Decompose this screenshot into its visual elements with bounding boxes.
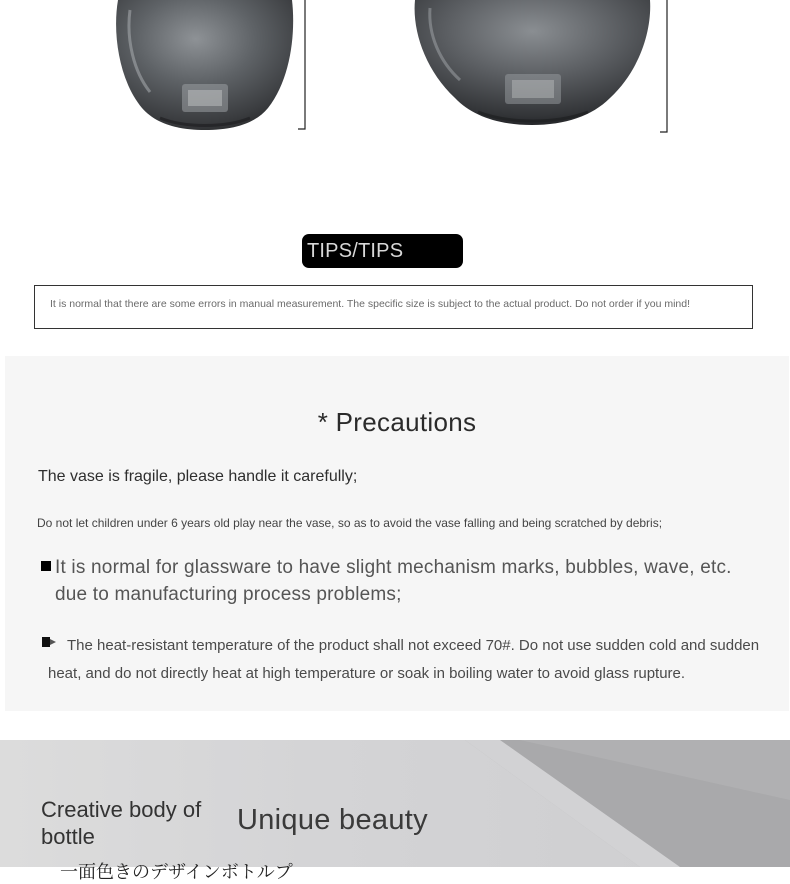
unique-beauty-label: Unique beauty — [237, 804, 428, 836]
precaution-fragile: The vase is fragile, please handle it carefully; — [38, 468, 358, 485]
precaution-glass-marks-text: It is normal for glassware to have slight mechanism marks, bubbles, wave, etc. due to manufacturing process problems; — [55, 557, 732, 605]
right-dimension-bracket — [660, 0, 667, 132]
left-vase-image — [116, 0, 293, 130]
vase-photos-illustration — [0, 0, 790, 200]
precaution-glass-marks — [41, 554, 761, 608]
japanese-caption: 一面色きのデザインボトルプ — [60, 862, 293, 882]
creative-bottle-banner — [0, 740, 790, 882]
tips-note-text: It is normal that there are some errors in manual measurement. The specific size is subject to the actual product. Do not order if you mind! — [50, 298, 691, 310]
precaution-heat — [42, 632, 762, 688]
right-vase-image — [415, 0, 651, 125]
creative-body-label: Creative body of bottle — [41, 797, 202, 849]
tips-badge: TIPS/TIPS — [302, 234, 463, 268]
precautions-panel — [5, 356, 789, 711]
precautions-title: * Precautions — [317, 407, 477, 437]
precaution-children: Do not let children under 6 years old play near the vase, so as to avoid the vase falling and being scratched by debris; — [37, 516, 663, 530]
left-dimension-bracket — [298, 0, 305, 129]
precaution-heat-text: The heat-resistant temperature of the product shall not exceed 70#. Do not use sudden cold and sudden heat, and do not directly heat at high temperature or soak in boiling water to avoid glass rupture. — [48, 637, 760, 682]
tips-note-box — [34, 285, 753, 329]
vase-photos-section — [0, 0, 790, 200]
black-square-icon — [41, 561, 51, 571]
flag-bullet-icon — [42, 637, 56, 647]
